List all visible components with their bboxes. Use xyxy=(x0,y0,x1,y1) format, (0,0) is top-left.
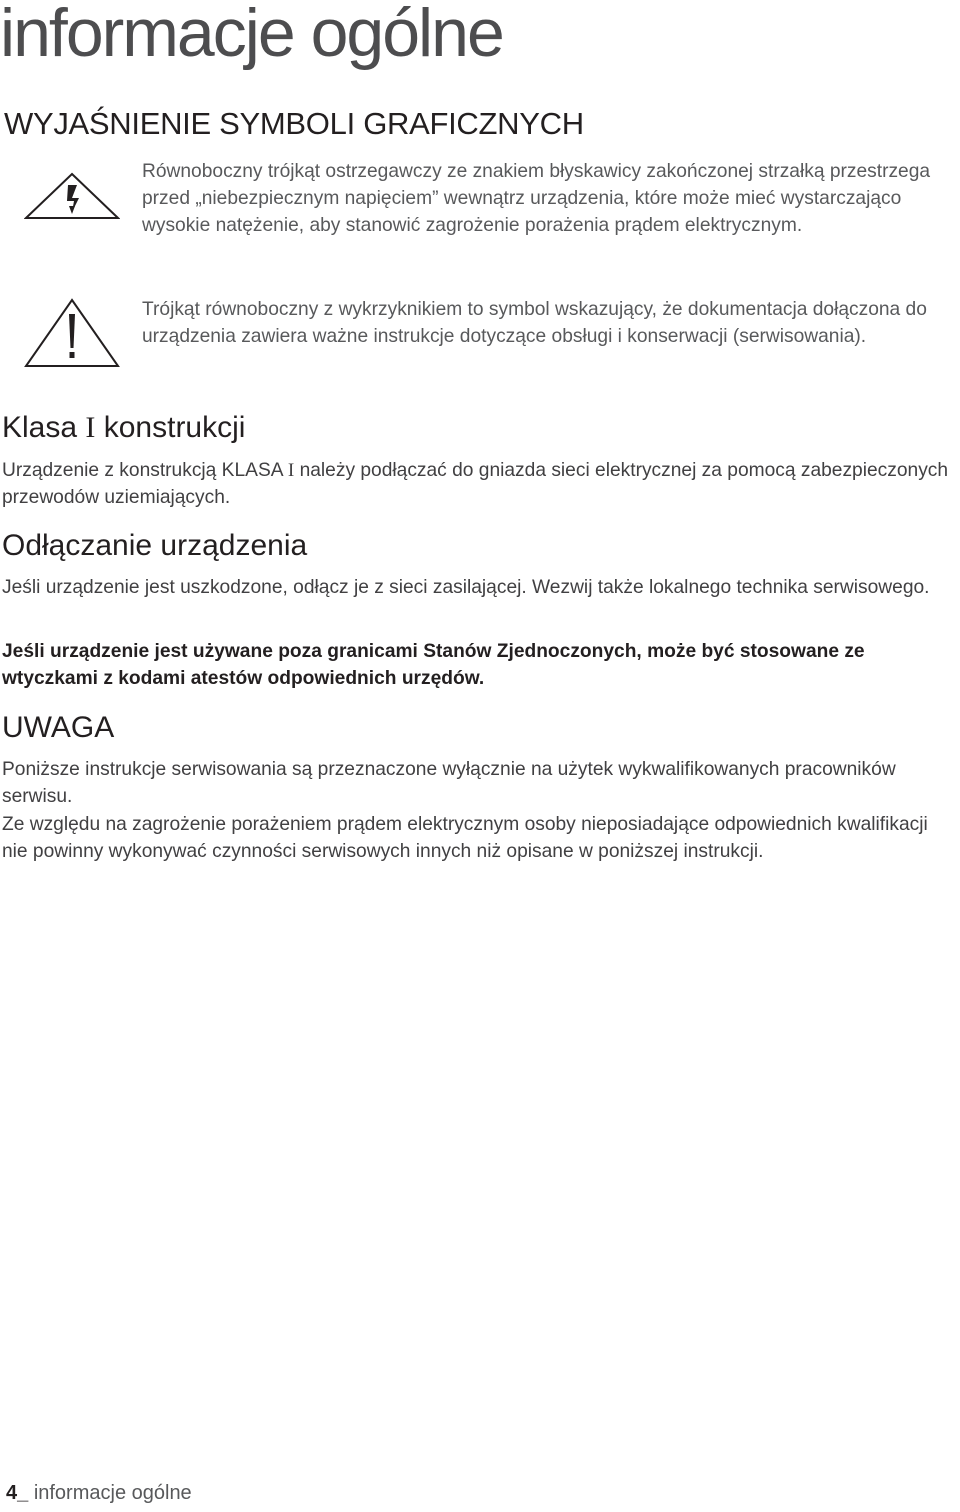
lightning-symbol-text: Równoboczny trójkąt ostrzegawczy ze znakiem błyskawicy zakończonej strzałką przestrzega przed „niebezpiecznym napięciem” wewnątrz urządzenia, które może mieć wystarczająco wysokie natężenie, aby stanowić zagrożenie porażenia prądem elektrycznym. xyxy=(142,161,931,237)
page-footer xyxy=(6,1482,192,1505)
caution-heading: UWAGA xyxy=(2,711,115,744)
caution-text-1: Poniższe instrukcje serwisowania są przeznaczone wyłącznie na użytek wykwalifikowanych pracowników serwisu. xyxy=(2,759,896,808)
footer-section: informacje ogólne xyxy=(33,1482,192,1504)
class-text xyxy=(2,457,952,511)
class-text-roman: I xyxy=(287,460,295,481)
page-number: 4_ xyxy=(6,1482,29,1504)
caution-text-2: Ze względu na zagrożenie porażeniem prądem elektrycznym osoby nieposiadające odpowiednich kwalifikacji nie powinny wykonywać czynności serwisowych innych niż opisane w poniższej instrukcji. xyxy=(2,814,928,863)
page-title: informacje ogólne xyxy=(0,0,503,71)
class-heading-roman: I xyxy=(85,411,96,444)
disconnect-bold-text: Jeśli urządzenie jest używane poza granicami Stanów Zjednoczonych, może być stosowane ze wtyczkami z kodami atestów odpowiednich urzędów. xyxy=(2,641,865,690)
class-heading-suffix: konstrukcji xyxy=(103,411,246,444)
lightning-warning-triangle-icon xyxy=(24,172,120,220)
disconnect-heading: Odłączanie urządzenia xyxy=(2,529,308,562)
class-text-suffix: należy podłączać do gniazda sieci elektrycznej za pomocą zabezpieczonych przewodów uziemiających. xyxy=(2,460,949,509)
exclamation-symbol-text: Trójkąt równoboczny z wykrzyknikiem to symbol wskazujący, że dokumentacja dołączona do urządzenia zawiera ważne instrukcje dotyczące obsługi i konserwacji (serwisowania). xyxy=(142,299,927,348)
class-heading xyxy=(2,410,245,446)
disconnect-text: Jeśli urządzenie jest uszkodzone, odłącz je z sieci zasilającej. Wezwij także lokalnego technika serwisowego. xyxy=(2,577,930,598)
exclamation-warning-triangle-icon xyxy=(24,298,120,368)
class-heading-prefix: Klasa xyxy=(2,411,78,444)
symbols-heading: WYJAŚNIENIE SYMBOLI GRAFICZNYCH xyxy=(4,106,584,141)
class-text-prefix: Urządzenie z konstrukcją KLASA xyxy=(2,460,283,481)
